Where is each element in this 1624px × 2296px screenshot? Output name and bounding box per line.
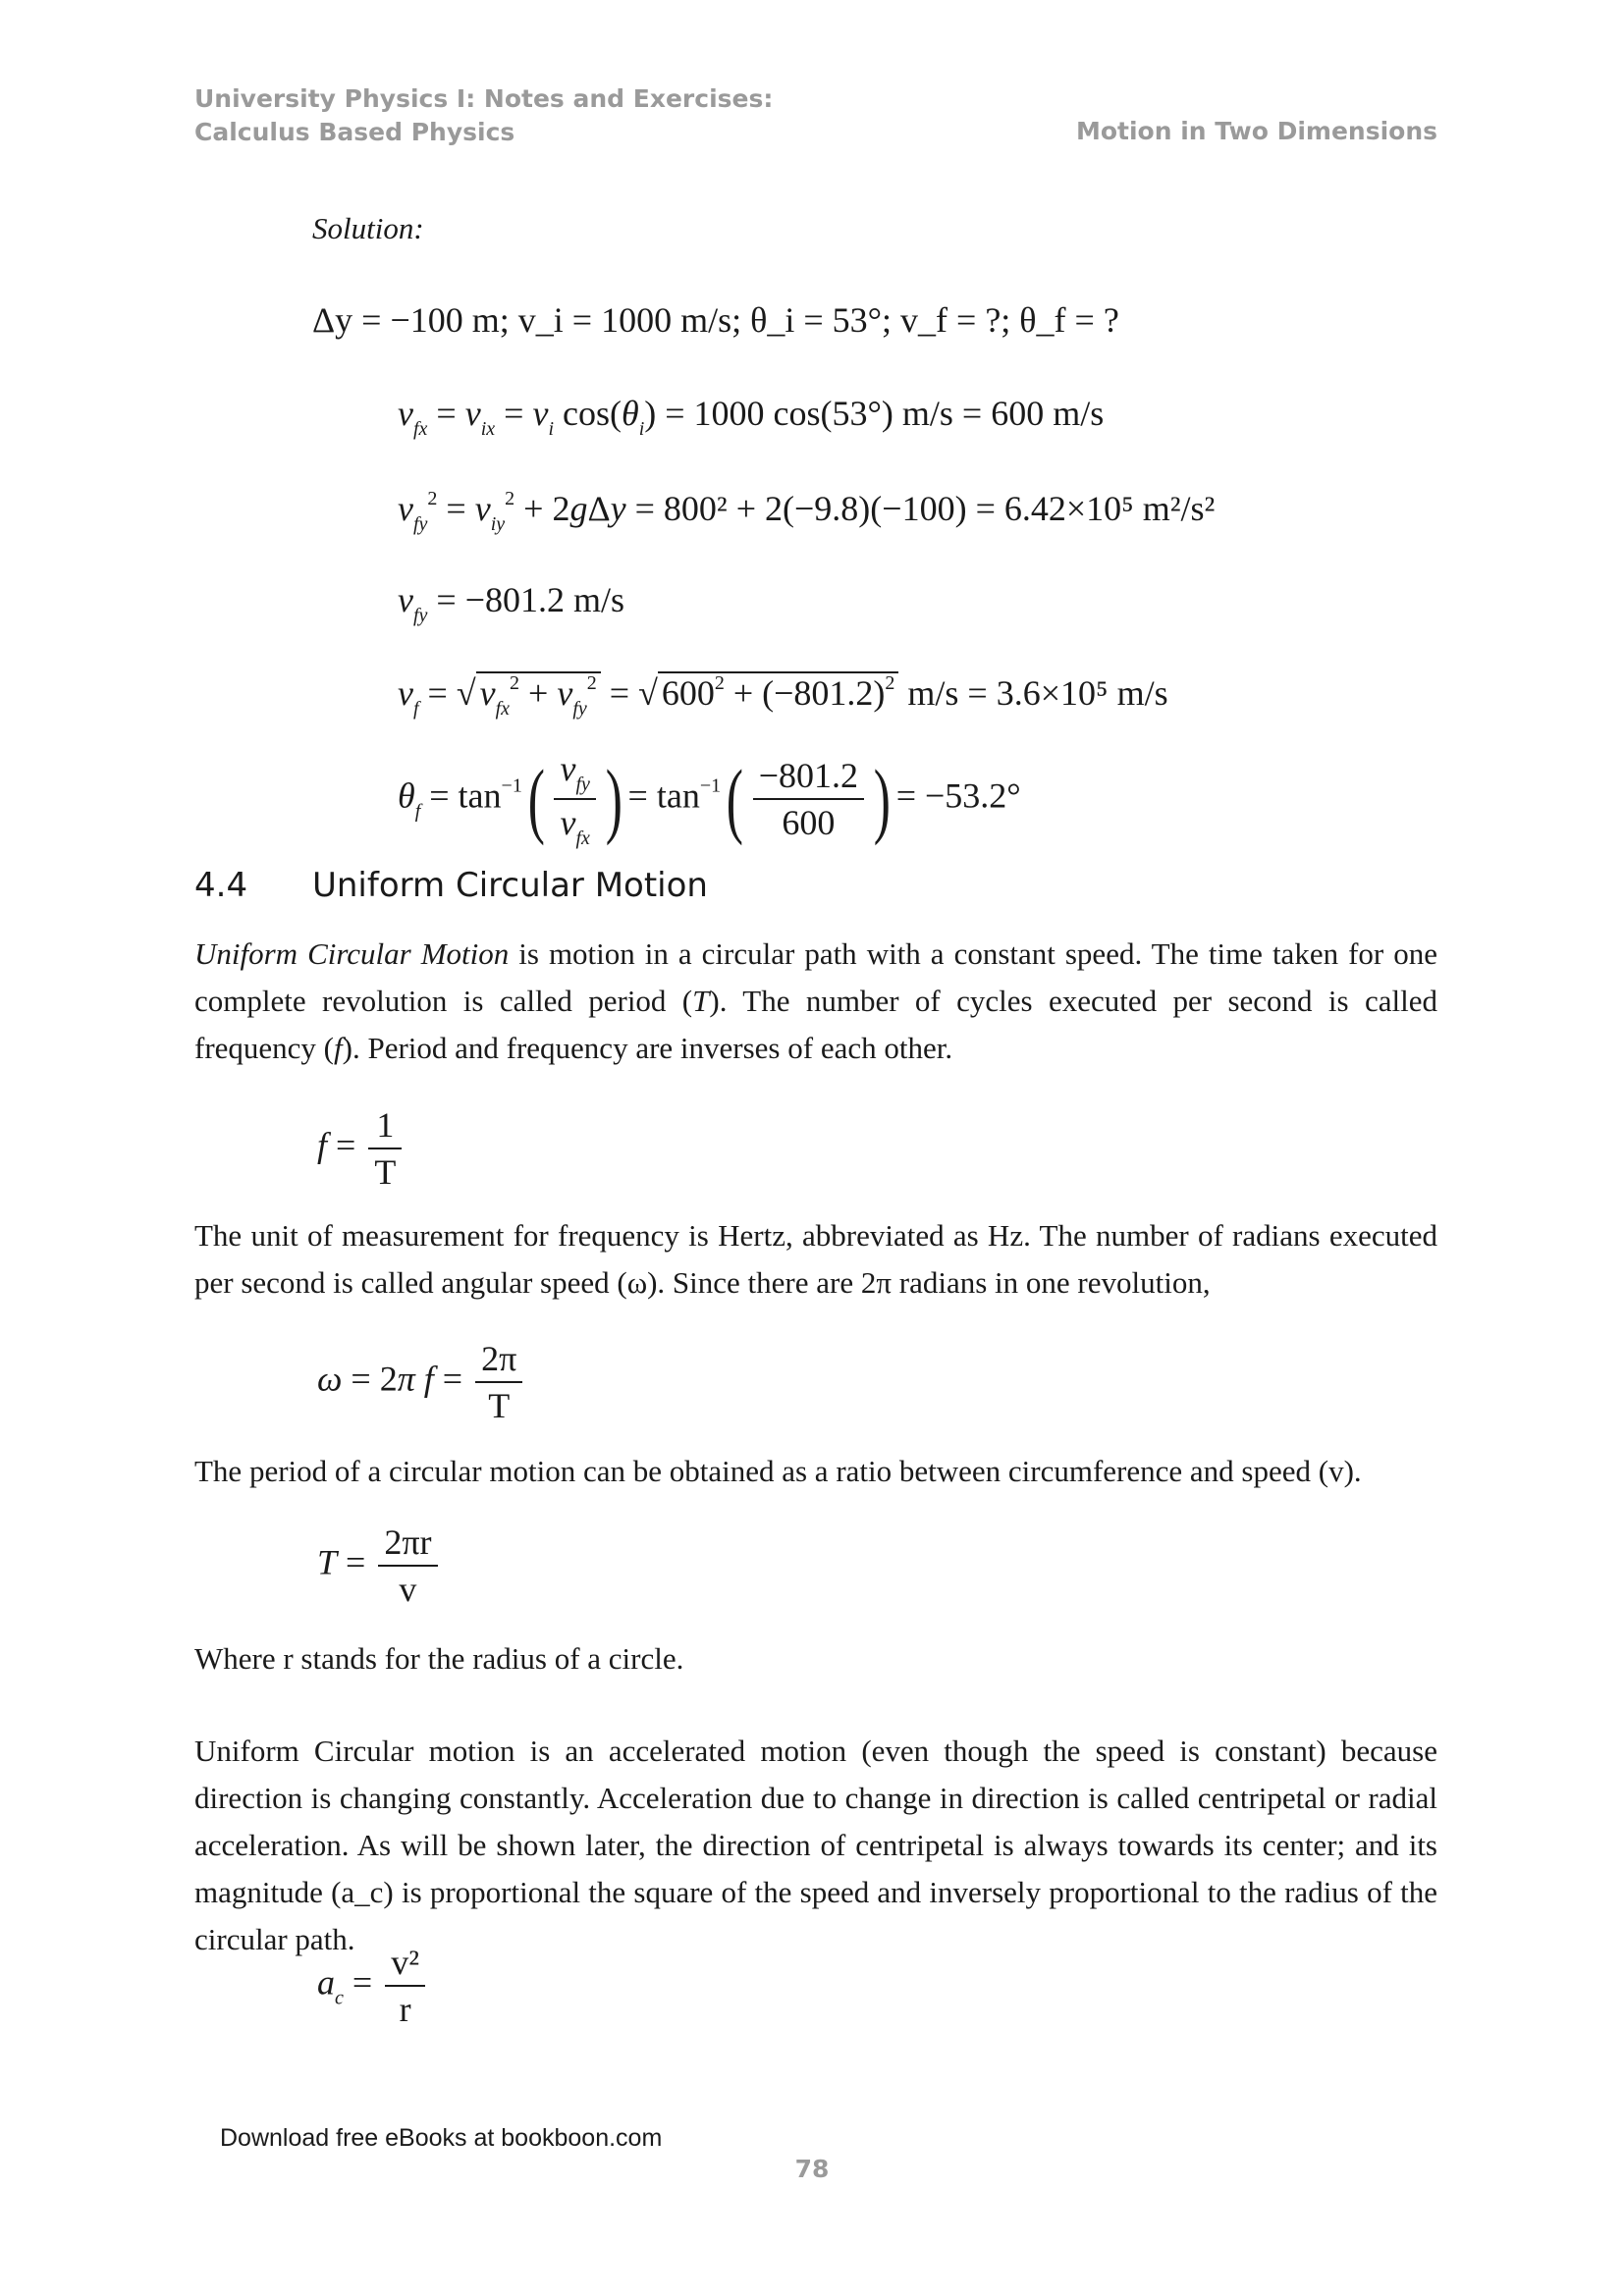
ac-denominator: r bbox=[399, 1990, 411, 2029]
period-denominator: v bbox=[399, 1570, 417, 1609]
running-header-left bbox=[194, 82, 773, 149]
paragraph-hertz: The unit of measurement for frequency is Hertz, abbreviated as Hz. The number of radians executed per second is called angular speed (ω). Since there are 2π radians in one revolution, bbox=[194, 1218, 1437, 1300]
freq-denominator: T bbox=[374, 1152, 397, 1192]
book-title-line2: Calculus Based Physics bbox=[194, 118, 515, 146]
term-uniform-circular-motion: Uniform Circular Motion bbox=[194, 936, 510, 971]
equation-vf: $v_f$ = √ $v_{fx}^2 + v_{fy}^2$ = √ $600^2 + (-801.2)^2$ m/s = 3.6×10⁵ m/s bbox=[398, 672, 1168, 720]
p1-part-c: ). Period and frequency are inverses of each other. bbox=[342, 1031, 953, 1065]
theta-result: = −53.2° bbox=[895, 775, 1021, 816]
section-title: Uniform Circular Motion bbox=[312, 866, 708, 905]
equation-theta-f: $\theta_f = \tan^{-1}$( $\frac{v_{fy}}{v_{fx}}$ ) = $\tan^{-1}$( $\frac{-801.2}{600}$ ) = −53.2° bbox=[398, 749, 1021, 849]
book-title-line1: University Physics I: Notes and Exercises: bbox=[194, 84, 774, 113]
equation-omega: ω = 2π f = $\frac{2\pi}{T}$ bbox=[317, 1338, 526, 1426]
running-header-chapter: Motion in Two Dimensions bbox=[1075, 117, 1437, 145]
period-numerator: 2πr bbox=[378, 1522, 437, 1567]
page-number: 78 bbox=[794, 2155, 830, 2183]
paragraph-period: The period of a circular motion can be obtained as a ratio between circumference and speed (v). bbox=[194, 1454, 1362, 1488]
given-text: Δy = −100 m; v_i = 1000 m/s; θ_i = 53°; v_f = ?; θ_f = ? bbox=[312, 300, 1119, 340]
equation-vfx: $v_{fx} = v_{ix} = v_i$ $\cos(\theta_i) = 1000$ cos(53°) m/s = 600 m/s bbox=[398, 394, 1105, 440]
freq-numerator: 1 bbox=[368, 1104, 402, 1149]
p1-part-a: is motion in a circular path with a constant speed. The time taken for one complete revolution is called period ( bbox=[194, 936, 1437, 1018]
equation-frequency: f = $\frac{1}{T}$ bbox=[317, 1104, 406, 1193]
section-number: 4.4 bbox=[194, 866, 248, 905]
omega-denominator: T bbox=[488, 1386, 511, 1425]
theta-numerator: −801.2 bbox=[753, 755, 864, 800]
vfx-result: = 1000 cos(53°) m/s = 600 m/s bbox=[665, 394, 1105, 433]
paragraph-centripetal: Uniform Circular motion is an accelerated motion (even though the speed is constant) because direction is changing constantly. Acceleration due to change in direction is called centripetal or radial acceleration. As will be shown later, the direction of centripetal is always towards its center; and its magnitude (a_c) is proportional the square of the speed and inversely proportional to the radius of the circular path. bbox=[194, 1734, 1437, 1956]
p1-part-b: ). The number of cycles executed per second is called frequency ( bbox=[194, 984, 1437, 1065]
equation-vfy: $v_{fy} = -801.2$ m/s bbox=[398, 580, 625, 626]
paragraph-definition: Uniform Circular Motion is motion in a circular path with a constant speed. The time taken for one complete revolution is called period (T). The number of cycles executed per second is called frequency (f). Period and frequency are inverses of each other. bbox=[194, 936, 1437, 1065]
omega-numerator: 2π bbox=[475, 1338, 522, 1383]
vfy2-result: = 800² + 2(−9.8)(−100) = 6.42×10⁵ m²/s² bbox=[634, 489, 1216, 528]
given-values bbox=[312, 299, 1119, 341]
theta-denominator: 600 bbox=[782, 803, 836, 842]
equation-centripetal: $a_c$ = $\frac{\text{v²}}{r}$ bbox=[317, 1942, 429, 2030]
equation-vfy-squared: $v_{fy}^2 = v_{iy}^2 + 2g\Delta y = 800^2 + 2(-9.8)(-100) = 6.42\times 10^5$ m²/s² bbox=[398, 488, 1216, 535]
equation-period: T = $\frac{2\pi r}{v}$ bbox=[317, 1522, 442, 1610]
paragraph-radius: Where r stands for the radius of a circle. bbox=[194, 1641, 684, 1676]
download-link[interactable]: Download free eBooks at bookboon.com bbox=[220, 2124, 663, 2152]
vfy-result: = −801.2 m/s bbox=[436, 580, 625, 619]
solution-label: Solution: bbox=[312, 211, 424, 245]
vf-result: m/s = 3.6×10⁵ m/s bbox=[907, 673, 1168, 713]
section-heading bbox=[194, 866, 708, 905]
ac-numerator: v² bbox=[385, 1942, 425, 1987]
